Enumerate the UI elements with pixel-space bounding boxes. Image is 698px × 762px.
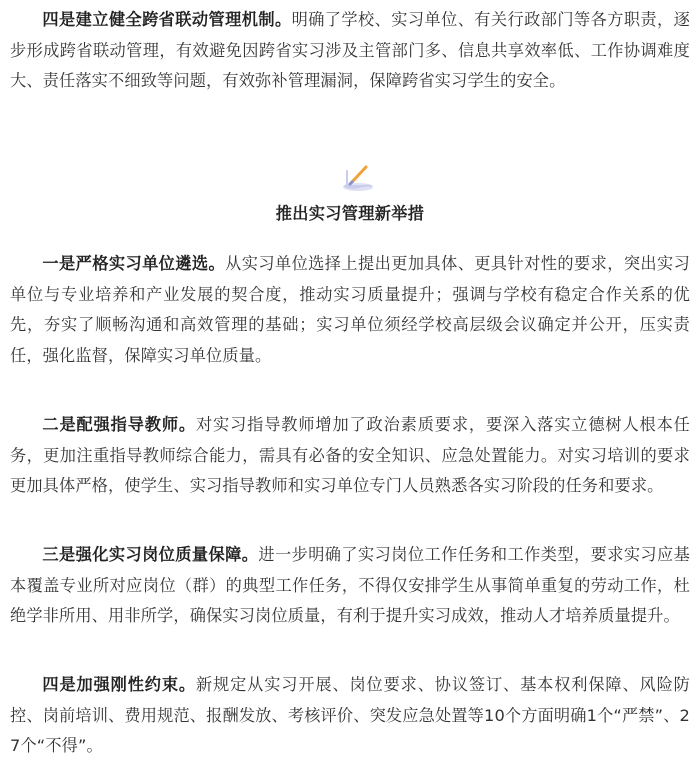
paragraph-text: 新规定从实习开展、岗位要求、协议签订、基本权利保障、风险防控、岗前培训、费用规范、报酬发放、考核评价、突发应急处置等10个方面明确1个“严禁”、27个“不得”。 [10,675,690,755]
section-divider [10,158,690,198]
paragraph-lead: 一是严格实习单位遴选。 [42,254,226,273]
pen-paper-icon [337,162,375,192]
paragraph-instructors [10,410,690,502]
paragraph-lead: 二是配强指导教师。 [42,415,196,434]
paragraph-post-quality [10,540,690,632]
paragraph-rigid-constraints [10,670,690,762]
paragraph-lead: 四是建立健全跨省联动管理机制。 [42,10,292,29]
paragraph-unit-selection [10,249,690,371]
paragraph-cross-province [10,5,690,97]
paragraph-text: 从实习单位选择上提出更加具体、更具针对性的要求，突出实习单位与专业培养和产业发展的契合度，推动实习质量提升；强调与学校有稳定合作关系的优先，夯实了顺畅沟通和高效管理的基础；实习单位须经学校高层级会议确定并公开，压实责任，强化监督，保障实习单位质量。 [10,254,690,365]
paragraph-text: 进一步明确了实习岗位工作任务和工作类型，要求实习应基本覆盖专业所对应岗位（群）的典型工作任务，不得仅安排学生从事简单重复的劳动工作，杜绝学非所用、用非所学，确保实习岗位质量，有利于提升实习成效，推动人才培养质量提升。 [10,545,690,625]
paragraph-text: 明确了学校、实习单位、有关行政部门等各方职责，逐步形成跨省联动管理，有效避免因跨省实习涉及主管部门多、信息共享效率低、工作协调难度大、责任落实不细致等问题，有效弥补管理漏洞，保障跨省实习学生的安全。 [10,10,690,90]
paragraph-lead: 四是加强刚性约束。 [42,675,196,694]
paragraph-text: 对实习指导教师增加了政治素质要求，要深入落实立德树人根本任务，更加注重指导教师综合能力，需具有必备的安全知识、应急处置能力。对实习培训的要求更加具体严格，使学生、实习指导教师和实习单位专门人员熟悉各实习阶段的任务和要求。 [10,415,690,495]
section-title: 推出实习管理新举措 [275,204,425,223]
paragraph-lead: 三是强化实习岗位质量保障。 [42,545,259,564]
